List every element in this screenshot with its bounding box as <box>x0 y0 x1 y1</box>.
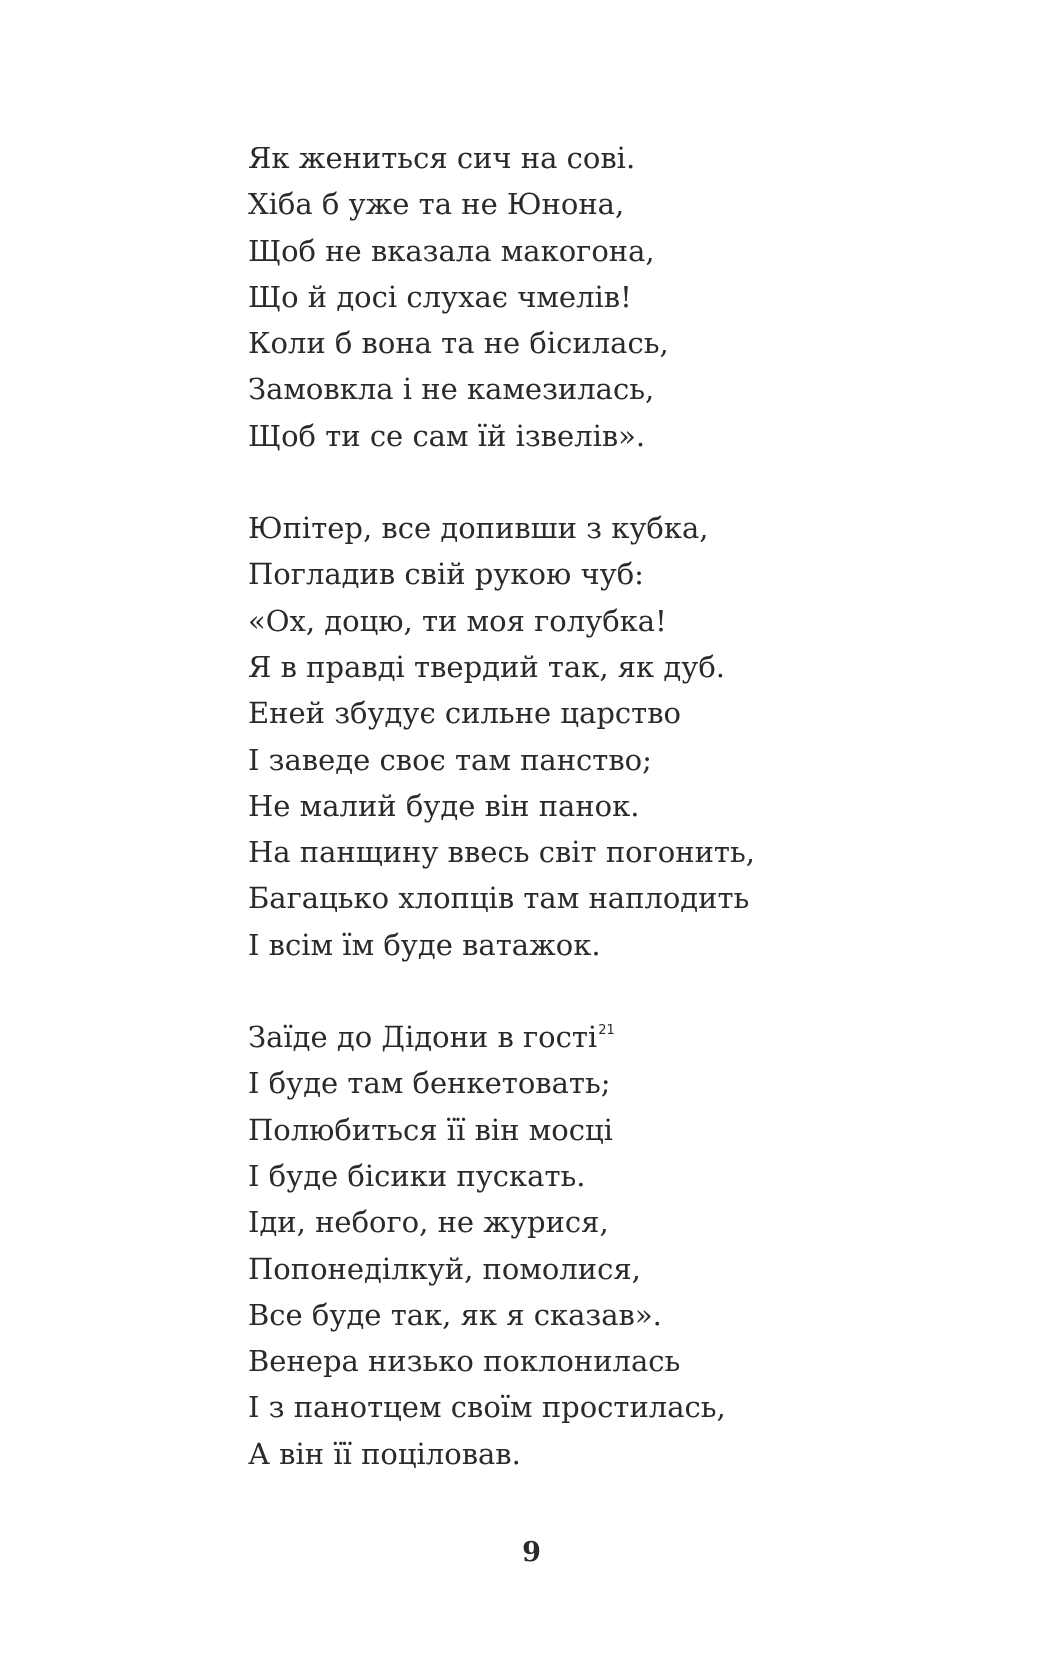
verse-line: Хіба б уже та не Юнона, <box>248 187 625 222</box>
verse-line <box>248 1014 948 1060</box>
verse-line: Не малий буде він панок. <box>248 788 640 823</box>
verse-line: Я в правді твердий так, як дуб. <box>248 649 725 684</box>
verse-line: Еней збудує сильне царство <box>248 696 681 731</box>
verse-line: Як жениться сич на сові. <box>248 141 636 175</box>
verse-line: Попонеділкуй, помолися, <box>248 1251 641 1286</box>
verse-line: І буде там бенкетовать; <box>248 1066 611 1101</box>
verse-line: Щоб не вказала макогона, <box>248 233 655 268</box>
verse-line: Багацько хлопців там наплодить <box>248 881 750 916</box>
verse-line: «Ох, доцю, ти моя голубка! <box>248 603 667 638</box>
verse-line-text: Заїде до Дідони в гості <box>248 1020 598 1055</box>
stanza-1 <box>248 135 948 459</box>
verse-line: І всім їм буде ватажок. <box>248 927 601 962</box>
verse-line: Коли б вона та не бісилась, <box>248 326 669 361</box>
verse-line: І заведе своє там панство; <box>248 742 652 777</box>
verse-line: І буде бісики пускать. <box>248 1158 586 1193</box>
verse-line: На панщину ввесь світ погонить, <box>248 835 755 870</box>
verse-line: Все буде так, як я сказав». <box>248 1297 662 1332</box>
verse-line: Щоб ти се сам їй ізвелів». <box>248 418 646 453</box>
page-number: 9 <box>522 1537 541 1568</box>
verse-line: Іди, небого, не журися, <box>248 1205 609 1240</box>
poem <box>248 135 948 1523</box>
verse-line: А він її поціловав. <box>248 1436 521 1471</box>
footnote-reference[interactable]: 21 <box>598 1023 615 1039</box>
verse-line: Полюбиться її він мосці <box>248 1112 613 1147</box>
verse-line: Венера низько поклонилась <box>248 1344 681 1379</box>
verse-line: Погладив свій рукою чуб: <box>248 557 644 592</box>
verse-line: І з панотцем своїм простилась, <box>248 1390 726 1425</box>
verse-line: Що й досі слухає чмелів! <box>248 279 632 314</box>
verse-line: Юпітер, все допивши з кубка, <box>248 511 709 546</box>
verse-line: Замовкла і не камезилась, <box>248 372 655 407</box>
stanza-3 <box>248 1014 948 1477</box>
stanza-2 <box>248 505 948 968</box>
